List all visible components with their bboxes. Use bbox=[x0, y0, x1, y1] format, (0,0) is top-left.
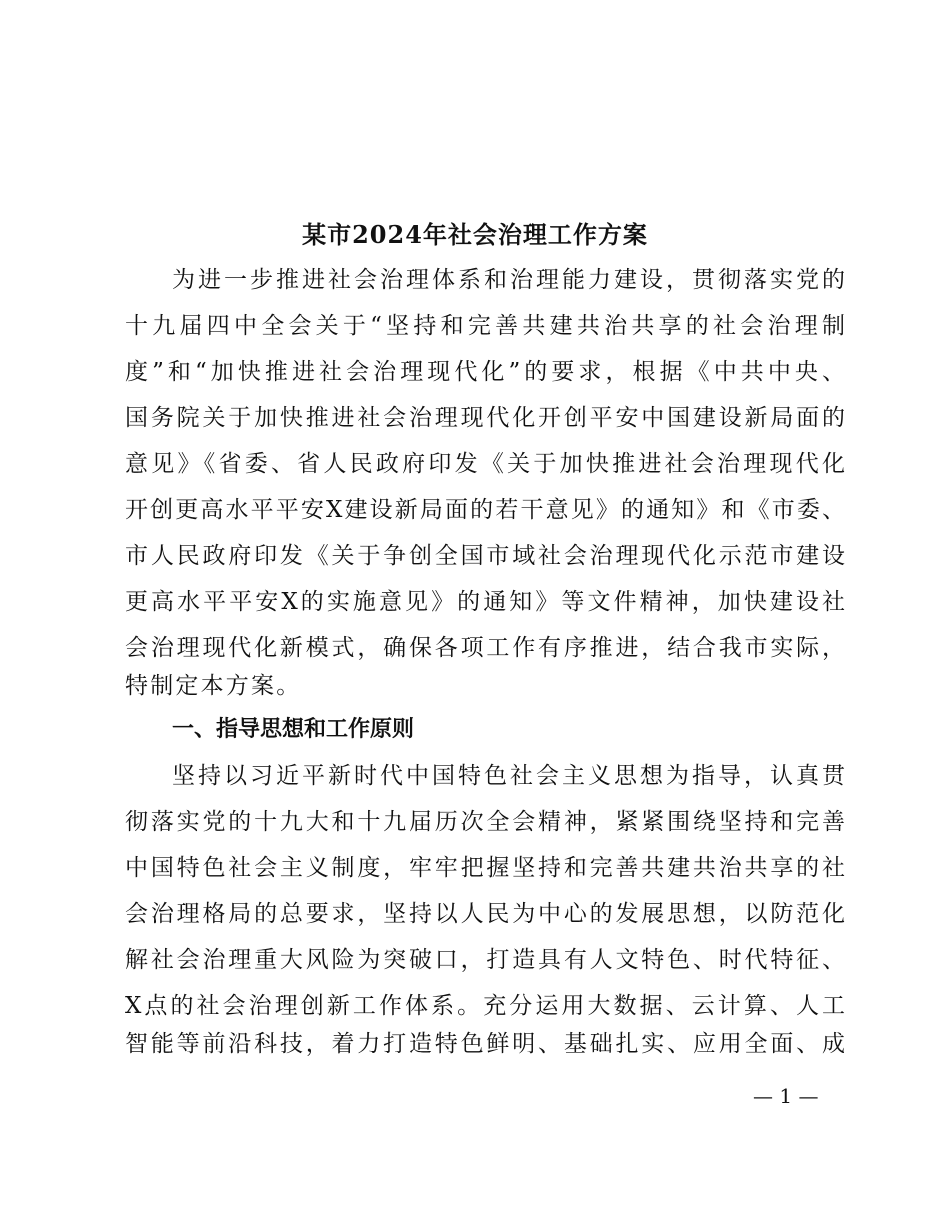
page-number: — 1 — bbox=[753, 1084, 819, 1108]
section-line: X点的社会治理创新工作体系。充分运用大数据、云计算、人工 bbox=[125, 993, 845, 1019]
section-line: 坚持以习近平新时代中国特色社会主义思想为指导，认真贯 bbox=[172, 763, 845, 789]
intro-line: 度”和“加快推进社会治理现代化”的要求，根据《中共中央、 bbox=[125, 359, 845, 385]
document-title: 某市2024年社会治理工作方案 bbox=[302, 220, 648, 249]
intro-line: 市人民政府印发《关于争创全国市域社会治理现代化示范市建设 bbox=[125, 543, 845, 569]
section-line: 彻落实党的十九大和十九届历次全会精神，紧紧围绕坚持和完善 bbox=[125, 809, 845, 835]
section-line: 解社会治理重大风险为突破口，打造具有人文特色、时代特征、 bbox=[125, 947, 845, 973]
section-line: 会治理格局的总要求，坚持以人民为中心的发展思想，以防范化 bbox=[125, 901, 845, 927]
intro-line: 更高水平平安X的实施意见》的通知》等文件精神，加快建设社 bbox=[125, 589, 845, 615]
intro-line: 开创更高水平平安X建设新局面的若干意见》的通知》和《市委、 bbox=[125, 497, 845, 523]
intro-line: 国务院关于加快推进社会治理现代化开创平安中国建设新局面的 bbox=[125, 405, 845, 431]
section-heading: 一、指导思想和工作原则 bbox=[172, 717, 415, 742]
intro-line: 特制定本方案。 bbox=[125, 673, 302, 699]
section-line: 智能等前沿科技，着力打造特色鲜明、基础扎实、应用全面、成 bbox=[125, 1031, 845, 1057]
section-line: 中国特色社会主义制度，牢牢把握坚持和完善共建共治共享的社 bbox=[125, 855, 845, 881]
intro-line: 会治理现代化新模式，确保各项工作有序推进，结合我市实际， bbox=[125, 635, 845, 661]
intro-line: 为进一步推进社会治理体系和治理能力建设，贯彻落实党的 bbox=[172, 267, 845, 293]
intro-line: 十九届四中全会关于“坚持和完善共建共治共享的社会治理制 bbox=[125, 313, 845, 339]
intro-line: 意见》《省委、省人民政府印发《关于加快推进社会治理现代化 bbox=[125, 451, 845, 477]
